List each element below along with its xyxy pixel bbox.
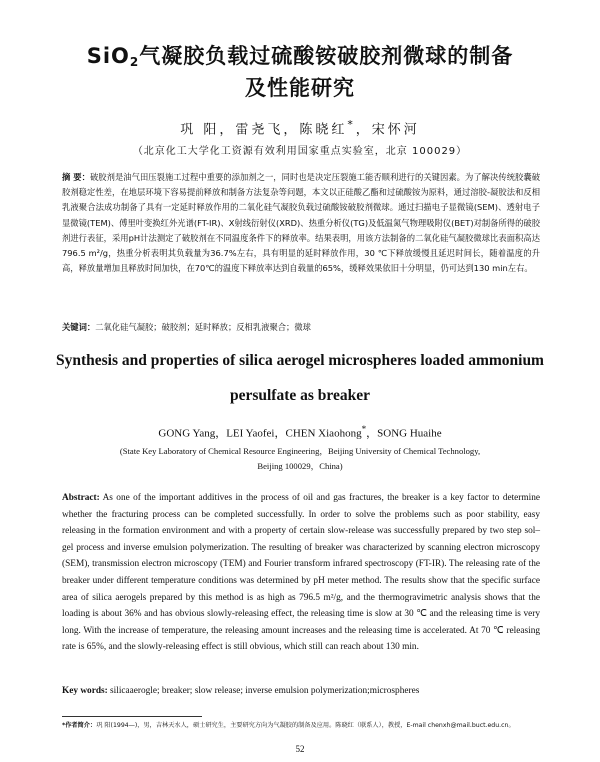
authors-cn-names: 巩 阳，雷尧飞，陈晓红 (180, 122, 348, 138)
footnote-divider (62, 716, 202, 717)
title-cn-line2: 及性能研究 (245, 76, 355, 100)
title-cn-formula: SiO (86, 44, 130, 68)
author-footnote (62, 720, 540, 731)
abstract-en-text: As one of the important additives in the process of oil and gas fractures, the breaker is a key factor to determine whether the fracturing process can be completed successfully. In order to solve the problems such as poor stability, easy releasing in the formation environment and with a property of certain slow-release was successfully prepared by two step sol–gel process and inverse emulsion polymerization. The resulting of breaker was characterized by scanning electron microscopy (SEM), transmission electron microscopy (TEM) and Fourier transform infrared spectroscopy (FT-IR). The releasing rate of the breaker under different temperature conditions was determined by pH meter method. The results show that the specific surface area of silica aerogels prepared by this method is as high as 796.5 m²/g, and the thermogravimetric analysis shows that the loading is about 36% and has obvious slowly-releasing effect, the releasing time is slow at 30 ℃ and the releasing time is very long. With the increase of temperature, the releasing amount increases and the releasing time is accelerated. At 70 ℃ releasing rate is 65%, and the slowly-releasing effect is still obvious, which still can reach about 130 min. (62, 493, 540, 653)
affiliation-en-line1: (State Key Laboratory of Chemical Resource Engineering，Beijing University of Chemical Technology, (119, 446, 481, 456)
title-cn-line1-text: 气凝胶负载过硫酸铵破胶剂微球的制备 (139, 44, 514, 68)
keywords-cn-text: 二氧化硅气凝胶；破胶剂；延时释放；反相乳液聚合；微球 (95, 322, 311, 332)
abstract-cn (62, 170, 540, 276)
keywords-en (62, 686, 540, 696)
affiliation-cn: （北京化工大学化工资源有效利用国家重点实验室，北京 100029） (132, 146, 468, 157)
title-cn-line1 (0, 40, 600, 70)
keywords-en-label: Key words: (62, 686, 108, 696)
affiliation-en (80, 444, 520, 474)
page-number: 52 (295, 744, 305, 754)
abstract-cn-text: 破胶剂是油气田压裂施工过程中重要的添加剂之一，同时也是决定压裂施工能否顺利进行的关键因素。为了解决传统胶囊破胶剂稳定性差，在地层环境下容易提前释放和制备方法复杂等问题，本文以正硅酸乙酯和过硫酸铵为原料，通过溶胶-凝胶法和反相乳液聚合法成功制备了具有一定延时释放作用的二氧化硅气凝胶负载过硫酸铵破胶剂微球。通过扫描电子显微镜(SEM)、透射电子显微镜(TEM)、傅里叶变换红外光谱(FT-IR)、X射线衍射仪(XRD)、热重分析仪(TG)及低温氮气物理吸附仪(BET)对制备所得的破胶剂进行表征，采用pH计法测定了破胶剂在不同温度条件下的释放率。结果表明，用该方法制备的二氧化硅气凝胶微球比表面积高达796.5 m²/g，热重分析表明其负载量为36.7%左右，具有明显的延时释放作用，30 ℃下释放缓慢且延迟时间长，随着温度的升高，释放量增加且释放时间加快，在70℃的温度下释放率达到自载量的65%，缓释效果依旧十分明显，仍可达到130 min左右。 (62, 172, 540, 274)
corresponding-mark: * (347, 118, 356, 131)
title-en-line2: persulfate as breaker (229, 387, 371, 404)
authors-en (0, 424, 600, 441)
corresponding-mark-en: * (361, 424, 367, 434)
title-en-line1: Synthesis and properties of silica aerogel microspheres loaded ammonium (56, 352, 544, 369)
keywords-cn (62, 321, 540, 333)
authors-cn (0, 118, 600, 137)
authors-en-part1: GONG Yang，LEI Yaofei，CHEN Xiaohong (158, 427, 362, 440)
title-cn-formula-subscript: 2 (129, 55, 140, 69)
authors-en-part2: ，SONG Huaihe (366, 427, 442, 440)
abstract-en (62, 490, 540, 656)
keywords-cn-label: 关键词： (62, 322, 96, 332)
affiliation-en-line2: Beijing 100029，China) (257, 461, 343, 471)
abstract-en-label: Abstract: (62, 493, 100, 503)
authors-cn-rest: ，宋怀河 (355, 122, 420, 138)
abstract-cn-label: 摘 要： (62, 172, 90, 182)
keywords-en-text: silicaaerogle; breaker; slow release; inverse emulsion polymerization;microspheres (107, 686, 420, 696)
footnote-text: 巩 阳(1994—)，男，吉林天水人，硕士研究生，主要研究方向为气凝胶的制备及应用。陈晓红（联系人），教授，E-mail chenxh@mail.buct.edu.cn。 (96, 722, 515, 729)
footnote-label: *作者简介： (62, 722, 97, 729)
